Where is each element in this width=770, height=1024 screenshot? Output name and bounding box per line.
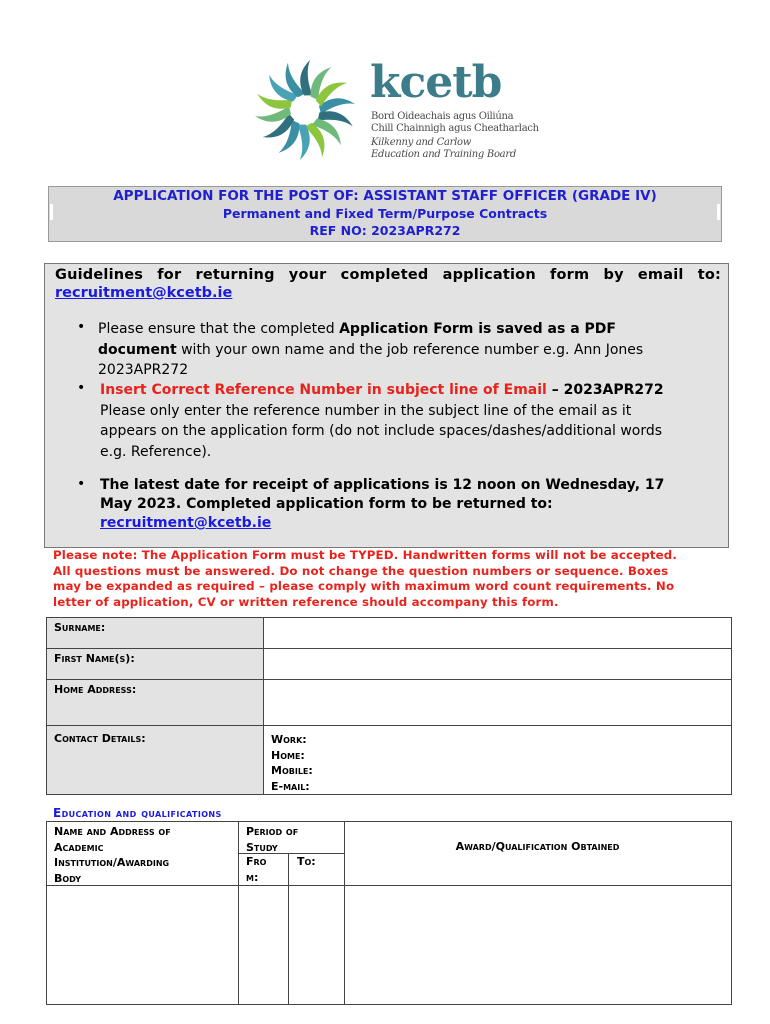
- contract-type: Permanent and Fixed Term/Purpose Contracts: [222, 206, 548, 221]
- to-field[interactable]: [289, 886, 344, 1004]
- brand-line-english-2: Education and Training Board: [371, 149, 516, 160]
- from-column-header: Fro m:: [246, 855, 267, 884]
- application-title-box: [48, 186, 722, 242]
- typed-form-note: Please note: The Application Form must be TYPED. Handwritten forms will not be accepted. All questions must be answered. Do not change the question numbers or sequence. Boxes may be expanded as required – please comply with maximum word count requirements. No letter of application, CV or written reference should accompany this form.: [53, 548, 678, 609]
- kcetb-logo-mark: [250, 55, 360, 165]
- home-phone-label: Home:: [271, 748, 305, 762]
- period-of-study-header: Period of Study: [246, 825, 299, 854]
- bullet-icon: •: [77, 380, 86, 396]
- guidelines-email-link[interactable]: recruitment@kcetb.ie: [55, 285, 233, 301]
- first-names-field[interactable]: [264, 649, 732, 680]
- surname-field[interactable]: [264, 618, 732, 649]
- brand-line-irish-1: Bord Oideachais agus Oiliúna: [371, 111, 514, 122]
- bullet-save-pdf: Please ensure that the completed Application Form is saved as a PDF document with your own name and the job reference number e.g. Ann Jones 2023APR272: [98, 321, 644, 378]
- first-names-label: First Name(s):: [47, 649, 264, 680]
- brand-name: kcetb: [370, 57, 502, 108]
- contact-details-field[interactable]: [264, 726, 732, 795]
- work-phone-label: Work:: [271, 733, 307, 746]
- kcetb-logo: [250, 55, 570, 175]
- post-title: APPLICATION FOR THE POST OF: ASSISTANT STAFF OFFICER (GRADE IV): [113, 188, 657, 204]
- award-field[interactable]: [345, 886, 731, 1004]
- award-column-header: Award/Qualification Obtained: [455, 840, 620, 853]
- bullet-icon: •: [77, 319, 86, 335]
- home-address-field[interactable]: [264, 680, 732, 726]
- brand-line-irish-2: Chill Chainnigh agus Cheatharlach: [371, 123, 539, 134]
- reference-number: REF NO: 2023APR272: [309, 223, 461, 238]
- education-table: [46, 821, 732, 1005]
- email-label: E-mail:: [271, 779, 310, 793]
- brand-line-english-1: Kilkenny and Carlow: [371, 137, 472, 148]
- to-column-header: To:: [297, 855, 316, 868]
- bullet-closing-date: The latest date for receipt of applications is 12 noon on Wednesday, 17 May 2023. Completed application form to be returned to: recruitment@kcetb.ie: [100, 477, 665, 531]
- education-section-title: Education and qualifications: [53, 806, 222, 820]
- contact-details-label: Contact Details:: [47, 726, 264, 795]
- personal-details-table: [46, 617, 732, 795]
- from-field[interactable]: [239, 886, 288, 1004]
- institution-field[interactable]: [47, 886, 238, 1004]
- bullet-reference-subject: Insert Correct Reference Number in subject line of Email – 2023APR272 Please only enter the reference number in the subject line of the email as it appears on the application form (do not include spaces/dashes/additional words e.g. Reference).: [100, 382, 664, 460]
- guidelines-heading: Guidelines for returning your completed application form by email to:: [55, 267, 721, 283]
- mobile-label: Mobile:: [271, 764, 313, 777]
- home-address-label: Home Address:: [47, 680, 264, 726]
- bullet-icon: •: [77, 476, 86, 492]
- closing-email-link[interactable]: recruitment@kcetb.ie: [100, 515, 272, 531]
- institution-column-header: Name and Address of Academic Institution/Awarding Body: [54, 825, 171, 885]
- surname-label: Surname:: [47, 618, 264, 649]
- guidelines-box: [44, 263, 729, 548]
